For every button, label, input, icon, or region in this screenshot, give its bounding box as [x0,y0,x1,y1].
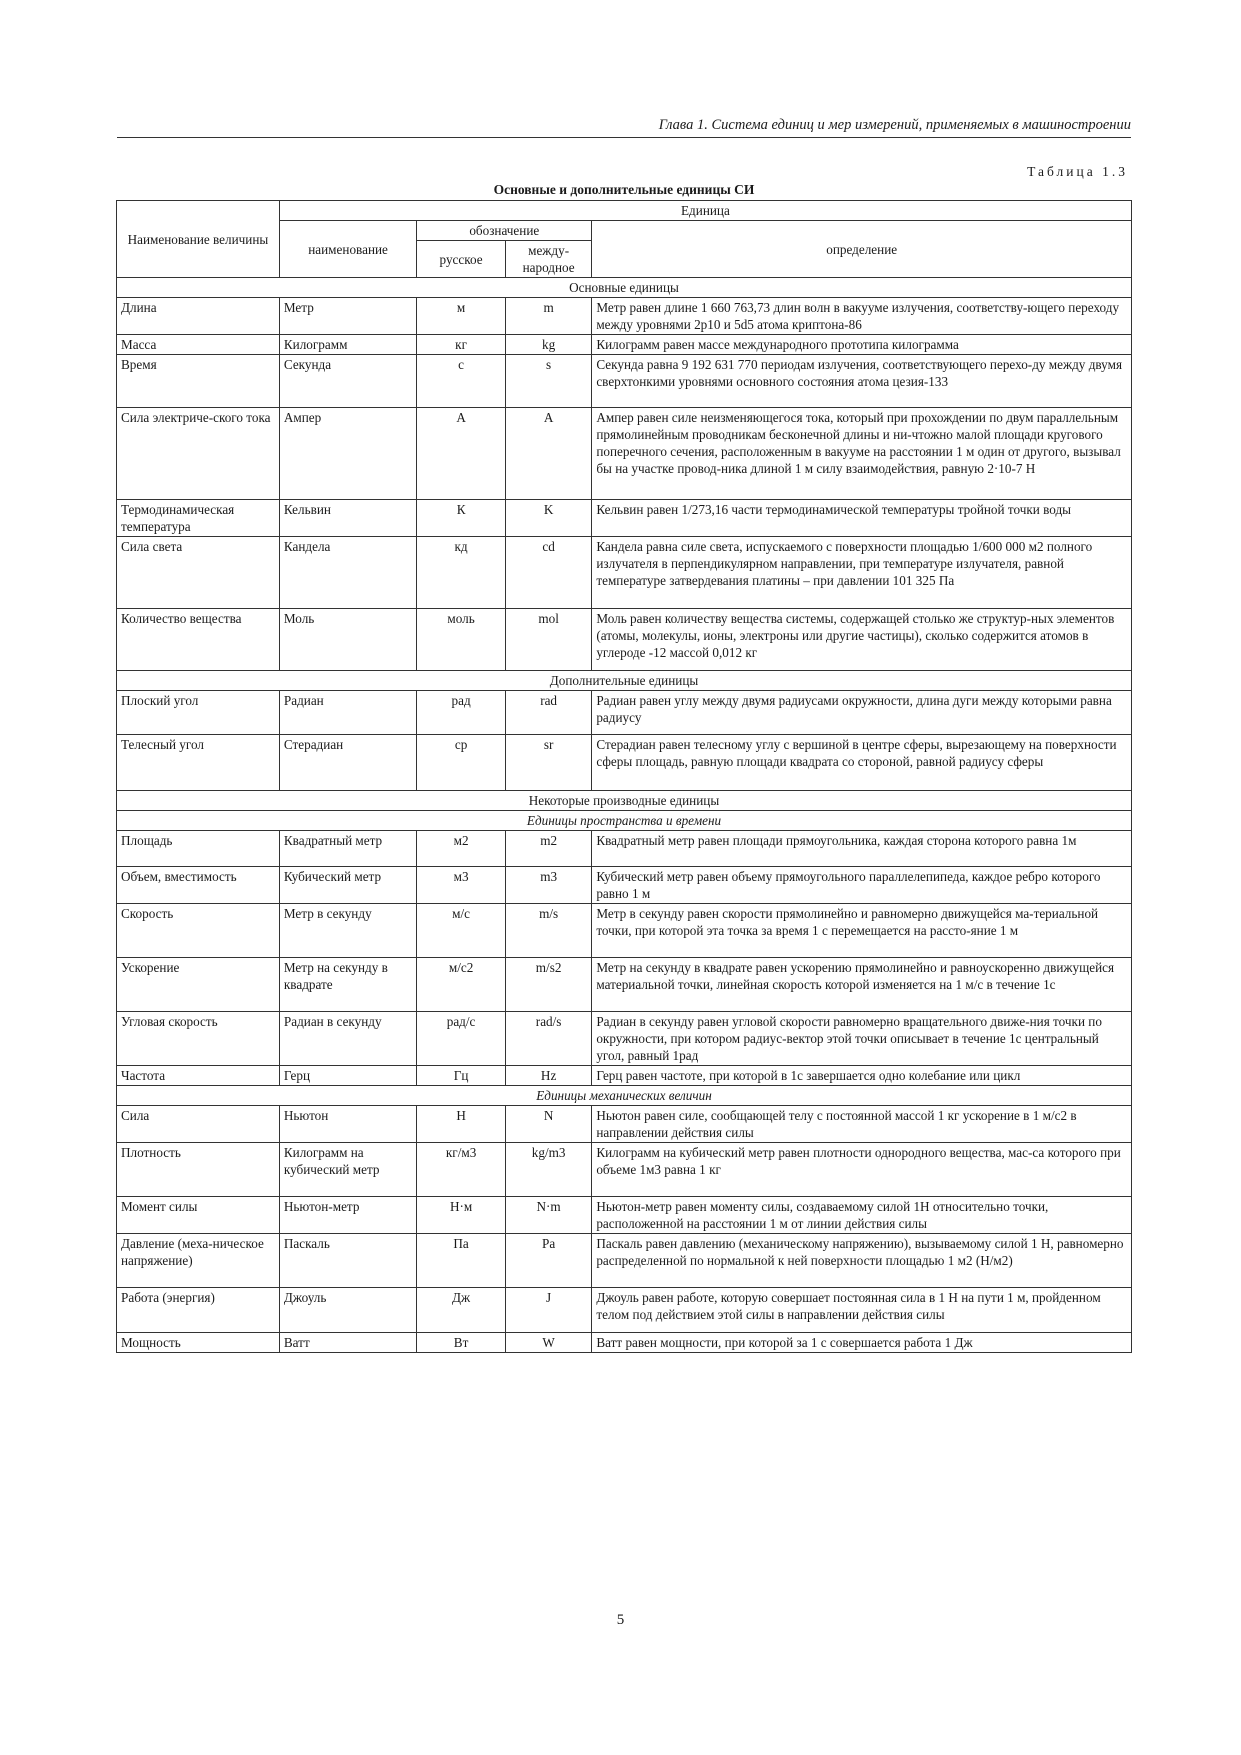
international-symbol-cell: mol [505,609,591,671]
unit-name-cell: Килограмм на кубический метр [279,1143,416,1197]
russian-symbol-cell: кг [417,335,506,355]
quantity-cell: Термодинамическая температура [117,500,280,537]
quantity-cell: Объем, вместимость [117,867,280,904]
page-number: 5 [616,1612,625,1628]
table-row [117,1143,1132,1197]
quantity-cell: Момент силы [117,1197,280,1234]
section-derived-units: Некоторые производные единицы [117,791,1132,811]
unit-name-cell: Метр на секунду в квадрате [279,958,416,1012]
definition-cell: Радиан равен углу между двумя радиусами окружности, длина дуги между которыми равна радиусу [592,691,1132,735]
unit-name-cell: Паскаль [279,1234,416,1288]
international-symbol-cell: Pa [505,1234,591,1288]
table-row [117,691,1132,735]
international-symbol-cell: kg [505,335,591,355]
russian-symbol-cell: Па [417,1234,506,1288]
international-symbol-cell: K [505,500,591,537]
quantity-cell: Плоский угол [117,691,280,735]
table-row [117,831,1132,867]
international-symbol-cell: m [505,298,591,335]
russian-symbol-cell: А [417,408,506,500]
table-row [117,1234,1132,1288]
table-row [117,867,1132,904]
table-number: Таблица 1.3 [1027,164,1128,179]
quantity-cell: Ускорение [117,958,280,1012]
international-symbol-cell: rad/s [505,1012,591,1066]
header-definition: определение [592,221,1132,278]
international-symbol-cell: cd [505,537,591,609]
quantity-cell: Плотность [117,1143,280,1197]
quantity-cell: Мощность [117,1333,280,1353]
russian-symbol-cell: Вт [417,1333,506,1353]
quantity-cell: Длина [117,298,280,335]
definition-cell: Ватт равен мощности, при которой за 1 с совершается работа 1 Дж [592,1333,1132,1353]
table-row [117,1197,1132,1234]
unit-name-cell: Моль [279,609,416,671]
unit-name-cell: Стерадиан [279,735,416,791]
table-row [117,1333,1132,1353]
russian-symbol-cell: м/с [417,904,506,958]
table-row [117,408,1132,500]
header-designation: обозначение [417,221,592,241]
international-symbol-cell: N [505,1106,591,1143]
definition-cell: Джоуль равен работе, которую совершает постоянная сила в 1 Н на пути 1 м, пройденном телом под действием этой силы в направлении действия силы [592,1288,1132,1333]
russian-symbol-cell: м [417,298,506,335]
section-base-units: Основные единицы [117,278,1132,298]
definition-cell: Ньютон-метр равен моменту силы, создаваемому силой 1Н относительно точки, расположенной на расстоянии 1 м от линии действия силы [592,1197,1132,1234]
quantity-cell: Время [117,355,280,408]
definition-cell: Ньютон равен силе, сообщающей телу с постоянной массой 1 кг ускорение в 1 м/с2 в направлении действия силы [592,1106,1132,1143]
russian-symbol-cell: кг/м3 [417,1143,506,1197]
table-row [117,500,1132,537]
header-international: между-народное [505,241,591,278]
russian-symbol-cell: Гц [417,1066,506,1086]
russian-symbol-cell: м3 [417,867,506,904]
russian-symbol-cell: м/с2 [417,958,506,1012]
russian-symbol-cell: рад [417,691,506,735]
quantity-cell: Угловая скорость [117,1012,280,1066]
table-row [117,609,1132,671]
header-unit: Единица [279,201,1131,221]
header-russian: русское [417,241,506,278]
unit-name-cell: Ньютон-метр [279,1197,416,1234]
definition-cell: Паскаль равен давлению (механическому напряжению), вызываемому силой 1 Н, равномерно распределенной по нормальной к ней поверхности площадью 1 м2 (Н/м2) [592,1234,1132,1288]
international-symbol-cell: m/s [505,904,591,958]
header-quantity: Наименование величины [117,201,280,278]
quantity-cell: Работа (энергия) [117,1288,280,1333]
si-units-table [116,200,1132,1353]
russian-symbol-cell: К [417,500,506,537]
table-title: Основные и дополнительные единицы СИ [493,182,755,197]
quantity-cell: Давление (меха-ническое напряжение) [117,1234,280,1288]
definition-cell: Кельвин равен 1/273,16 части термодинамической температуры тройной точки воды [592,500,1132,537]
definition-cell: Секунда равна 9 192 631 770 периодам излучения, соответствующего перехо-ду между двумя сверхтонкими уровнями основного состояния атома цезия-133 [592,355,1132,408]
unit-name-cell: Радиан в секунду [279,1012,416,1066]
international-symbol-cell: m/s2 [505,958,591,1012]
table-row [117,904,1132,958]
table-row [117,355,1132,408]
russian-symbol-cell: моль [417,609,506,671]
international-symbol-cell: J [505,1288,591,1333]
unit-name-cell: Метр в секунду [279,904,416,958]
table-row [117,735,1132,791]
unit-name-cell: Ватт [279,1333,416,1353]
quantity-cell: Скорость [117,904,280,958]
unit-name-cell: Радиан [279,691,416,735]
table-row [117,1012,1132,1066]
quantity-cell: Частота [117,1066,280,1086]
definition-cell: Квадратный метр равен площади прямоугольника, каждая сторона которого равна 1м [592,831,1132,867]
running-title: Глава 1. Система единиц и мер измерений, применяемых в машиностроении [117,117,1131,138]
international-symbol-cell: rad [505,691,591,735]
table-row [117,1288,1132,1333]
definition-cell: Моль равен количеству вещества системы, содержащей столько же структур-ных элементов (атомы, молекулы, ионы, электроны или другие частицы), сколько содержится атомов в углероде -12 массой 0,012 кг [592,609,1132,671]
international-symbol-cell: m3 [505,867,591,904]
table-row [117,958,1132,1012]
quantity-cell: Количество вещества [117,609,280,671]
unit-name-cell: Секунда [279,355,416,408]
russian-symbol-cell: рад/с [417,1012,506,1066]
international-symbol-cell: s [505,355,591,408]
quantity-cell: Сила электриче-ского тока [117,408,280,500]
definition-cell: Килограмм равен массе международного прототипа килограмма [592,335,1132,355]
table-row [117,335,1132,355]
table-row [117,1066,1132,1086]
unit-name-cell: Килограмм [279,335,416,355]
unit-name-cell: Ампер [279,408,416,500]
subsection-space-time: Единицы пространства и времени [117,811,1132,831]
unit-name-cell: Ньютон [279,1106,416,1143]
russian-symbol-cell: кд [417,537,506,609]
quantity-cell: Сила света [117,537,280,609]
russian-symbol-cell: Н [417,1106,506,1143]
table-row [117,537,1132,609]
international-symbol-cell: N·m [505,1197,591,1234]
unit-name-cell: Герц [279,1066,416,1086]
subsection-mechanical: Единицы механических величин [117,1086,1132,1106]
russian-symbol-cell: Дж [417,1288,506,1333]
definition-cell: Кубический метр равен объему прямоугольного параллелепипеда, каждое ребро которого равно 1 м [592,867,1132,904]
unit-name-cell: Джоуль [279,1288,416,1333]
quantity-cell: Площадь [117,831,280,867]
definition-cell: Радиан в секунду равен угловой скорости равномерно вращательного движе-ния точки по окружности, при котором радиус-вектор этой точки описывает в течение 1с центральный угол, равный 1рад [592,1012,1132,1066]
russian-symbol-cell: ср [417,735,506,791]
definition-cell: Метр в секунду равен скорости прямолинейно и равномерно движущейся ма-териальной точки, при которой эта точка за время 1 с перемещается на рассто-яние 1 м [592,904,1132,958]
international-symbol-cell: A [505,408,591,500]
table-row [117,1106,1132,1143]
international-symbol-cell: kg/m3 [505,1143,591,1197]
russian-symbol-cell: Н·м [417,1197,506,1234]
unit-name-cell: Кельвин [279,500,416,537]
russian-symbol-cell: с [417,355,506,408]
definition-cell: Герц равен частоте, при которой в 1с завершается одно колебание или цикл [592,1066,1132,1086]
definition-cell: Метр на секунду в квадрате равен ускорению прямолинейно и равноускоренно движущейся материальной точки, линейная скорость которой изменяется на 1 м/с в течение 1с [592,958,1132,1012]
international-symbol-cell: Hz [505,1066,591,1086]
unit-name-cell: Квадратный метр [279,831,416,867]
definition-cell: Стерадиан равен телесному углу с вершиной в центре сферы, вырезающему на поверхности сферы площадь, равную площади квадрата со стороной, равной радиусу сферы [592,735,1132,791]
international-symbol-cell: m2 [505,831,591,867]
unit-name-cell: Метр [279,298,416,335]
international-symbol-cell: W [505,1333,591,1353]
table-row [117,298,1132,335]
quantity-cell: Телесный угол [117,735,280,791]
definition-cell: Кандела равна силе света, испускаемого с поверхности площадью 1/600 000 м2 полного излучателя в перпендикулярном направлении, при температуре излучателя, равной температуре затвердевания платины – при давлении 101 325 Па [592,537,1132,609]
section-supplementary-units: Дополнительные единицы [117,671,1132,691]
definition-cell: Метр равен длине 1 660 763,73 длин волн в вакууме излучения, соответству-ющего переходу между уровнями 2p10 и 5d5 атома криптона-86 [592,298,1132,335]
international-symbol-cell: sr [505,735,591,791]
definition-cell: Ампер равен силе неизменяющегося тока, который при прохождении по двум параллельным прямолинейным проводникам бесконечной длины и ни-чтожно малой площади кругового поперечного сечения, расположенным в вакууме на расстоянии 1 м один от другого, вызывал бы на участке провод-ника длиной 1 м силу взаимодействия, равную 2·10-7 Н [592,408,1132,500]
quantity-cell: Масса [117,335,280,355]
unit-name-cell: Кандела [279,537,416,609]
russian-symbol-cell: м2 [417,831,506,867]
quantity-cell: Сила [117,1106,280,1143]
definition-cell: Килограмм на кубический метр равен плотности однородного вещества, мас-са которого при объеме 1м3 равна 1 кг [592,1143,1132,1197]
header-name: наименование [279,221,416,278]
unit-name-cell: Кубический метр [279,867,416,904]
